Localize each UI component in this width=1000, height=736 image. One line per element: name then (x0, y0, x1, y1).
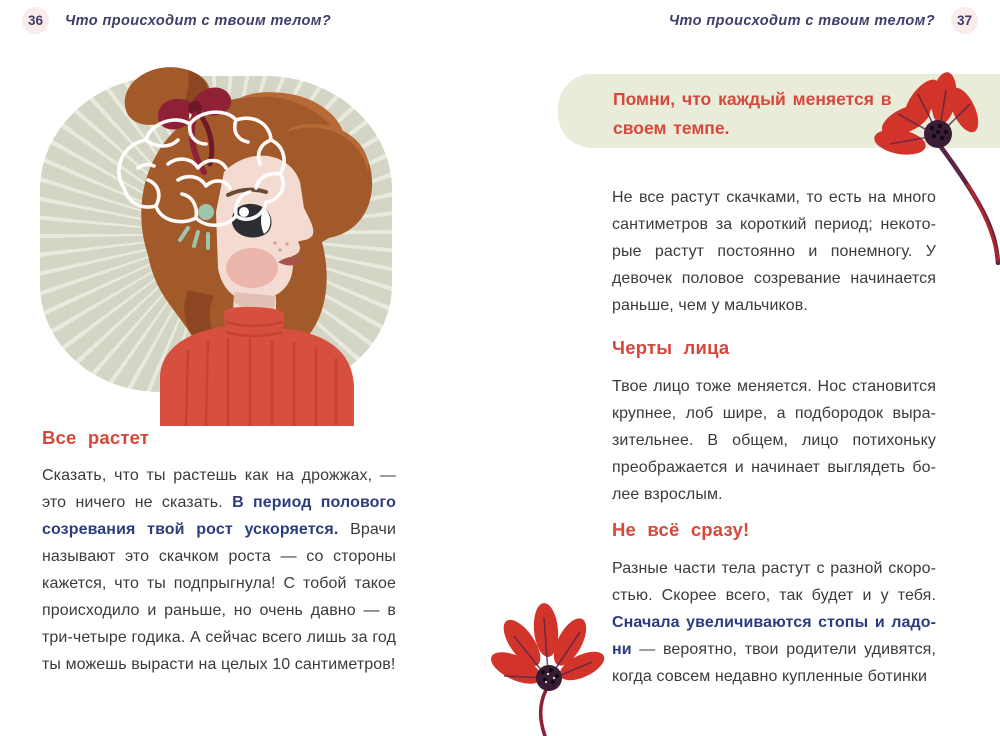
growth-paragraph (42, 462, 396, 678)
face-paragraph: Твое лицо тоже меняется. Нос становится крупнее, лоб шире, а подбородок выразительнее. В общем, лицо потихоньку преображается и начинает выглядеть более взрослым. (612, 378, 936, 503)
flower-bottom-center (536, 665, 562, 691)
growth-paragraph-post: Врачи называют это скачком роста — со стороны кажется, что ты подпрыгнула! С тобой такое происходило и раньше, но очень давно — в три-четыре годика. А сейчас всего лишь за год ты можешь вырасти на целых 10 сантиметров! (42, 521, 397, 673)
running-title-left: Что происходит с твоим телом? (65, 12, 332, 29)
growth-paragraph-pre: Сказать, что ты растешь как на дрожжах, — это ничего не сказать. (42, 467, 396, 511)
running-title-right: Что происходит с твоим телом? (668, 12, 935, 29)
page-number-right: 37 (951, 7, 978, 34)
left-paragraph-block (42, 462, 396, 678)
girl-figure (28, 40, 420, 426)
intro-paragraph: Не все растут скачками, то есть на много сантиметров за короткий период; некоторые растут постоянно и понемногу. У девочек половое созревание начинается раньше, чем у мальчиков. (612, 189, 936, 314)
face-paragraph-block (612, 373, 936, 508)
cheek-blush (226, 248, 278, 288)
left-section (42, 427, 396, 449)
growth-paragraph-bold: В период полового созревания твой рост ускоряется. (42, 494, 396, 538)
face-section-heading-block (612, 337, 936, 359)
section-heading-not-all-at-once: Не всё сразу! (612, 519, 750, 540)
callout-text: Помни, что каждый меняется в своем темпе. (613, 89, 892, 138)
not-all-paragraph-pre: Разные части тела растут с разной скоростью. Скорее всего, так будет и у тебя. (612, 560, 936, 604)
girl-illustration (28, 40, 420, 426)
not-all-heading-block (612, 519, 936, 541)
not-all-paragraph-bold: Сначала увеличиваются стопы и ладони (612, 614, 936, 658)
section-heading-face: Черты лица (612, 337, 730, 358)
not-all-paragraph (612, 555, 936, 690)
running-header-left (22, 7, 331, 34)
page-number-left: 36 (22, 7, 49, 34)
flower-bottom-icon (488, 598, 610, 736)
intro-paragraph-block (612, 184, 936, 319)
not-all-paragraph-block (612, 555, 936, 690)
section-heading-growth: Все растет (42, 427, 150, 448)
running-header-right (669, 7, 978, 34)
not-all-paragraph-post: — вероятно, твои родители удивятся, когда совсем недавно купленные ботинки (612, 641, 936, 685)
